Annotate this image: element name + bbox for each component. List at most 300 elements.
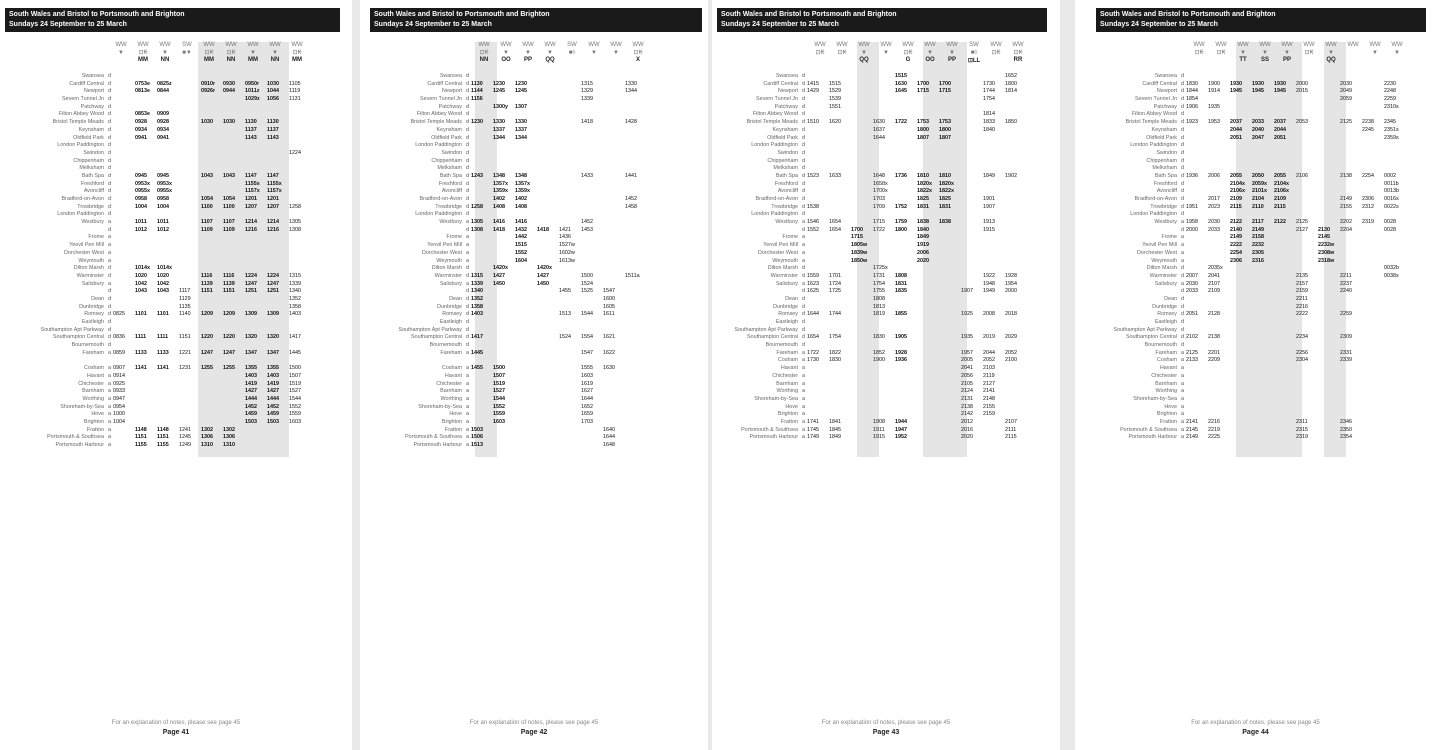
time-cell: 1415 (807, 80, 819, 87)
station-name: Patchway (80, 103, 104, 110)
table-row (106, 96, 311, 104)
time-cell: 2149 (1230, 234, 1242, 241)
time-cell (1252, 265, 1274, 273)
time-cell: 1455 (559, 288, 571, 295)
time-cell (1362, 396, 1384, 404)
time-cell (961, 219, 983, 227)
time-cell (961, 273, 983, 281)
time-cell: 1844 (1186, 88, 1198, 95)
time-cell (471, 127, 493, 135)
time-cell: 1644 (581, 395, 593, 402)
time-cell: 1445 (289, 349, 301, 356)
time-cell (939, 434, 961, 442)
arrive-depart-flag: a (108, 411, 111, 418)
time-cell: 1151 (201, 288, 213, 295)
time-cell: 1020 (157, 272, 169, 279)
station-name: Weymouth (78, 257, 104, 264)
time-cell (537, 81, 559, 89)
time-cell: 1850w (851, 257, 868, 264)
station-name: Patchway (1153, 103, 1177, 110)
time-cell (157, 327, 179, 335)
time-cell (851, 288, 873, 296)
time-cell: 1755 (873, 288, 885, 295)
time-cell (1274, 427, 1296, 435)
station-name (1075, 227, 1177, 235)
time-cell (1296, 104, 1318, 112)
time-cell: 1928 (1005, 272, 1017, 279)
arrive-depart-flag: d (802, 203, 805, 210)
time-cell: 2007 (1186, 272, 1198, 279)
time-cell (873, 88, 895, 96)
arrive-depart-flag: a (802, 349, 805, 356)
time-cell (1208, 242, 1230, 250)
time-cell (939, 311, 961, 319)
time-cell: 2232w (1318, 242, 1335, 249)
time-cell (1296, 188, 1318, 196)
arrive-depart-flag: a (1181, 257, 1184, 264)
time-cell (1252, 319, 1274, 327)
time-cell (1274, 319, 1296, 327)
time-cell (157, 419, 179, 427)
time-cell (895, 365, 917, 373)
time-cell: 1620 (829, 119, 841, 126)
time-cell (581, 242, 603, 250)
time-cell (559, 404, 581, 412)
time-cell (895, 304, 917, 312)
operator-column (495, 42, 517, 63)
operator-column (583, 42, 605, 63)
footnote: For an explanation of notes, please see page 45 (821, 720, 951, 726)
time-cell: 1403 (267, 372, 279, 379)
time-cell (135, 234, 157, 242)
time-cell (179, 388, 201, 396)
time-cell (917, 288, 939, 296)
time-cell (939, 381, 961, 389)
operator-column (539, 42, 561, 63)
time-cell (1384, 296, 1406, 304)
time-cell (559, 327, 581, 335)
time-cell (179, 181, 201, 189)
time-cell: 2204 (1340, 226, 1352, 233)
time-cell: 1320 (267, 334, 279, 341)
time-cell (1252, 165, 1274, 173)
time-cell: 2158 (1252, 234, 1264, 241)
time-cell (603, 181, 625, 189)
time-cell (245, 142, 267, 150)
arrive-depart-flag: d (466, 334, 469, 341)
time-cell: 2044 (1230, 126, 1242, 133)
time-cell (223, 411, 245, 419)
time-cell (113, 119, 135, 127)
time-cell (267, 250, 289, 258)
table-row (106, 104, 311, 112)
table-row (800, 227, 1027, 235)
arrive-depart-flag: a (108, 380, 111, 387)
time-cell (625, 419, 647, 427)
time-cell: 1725x (873, 265, 888, 272)
time-cell (537, 158, 559, 166)
time-cell: 1506 (471, 434, 483, 441)
time-cell: 1131 (289, 96, 301, 103)
time-cell (289, 357, 311, 365)
time-cell: 0953x (135, 180, 150, 187)
time-cell (1005, 127, 1027, 135)
time-cell (939, 211, 961, 219)
time-cell: 1419 (267, 380, 279, 387)
time-cell (1318, 119, 1340, 127)
time-cell (1230, 150, 1252, 158)
time-cell (939, 150, 961, 158)
table-row (106, 119, 311, 127)
time-cell: 1300y (493, 103, 508, 110)
time-cell: 1654 (829, 226, 841, 233)
time-cell: 1900 (1208, 80, 1220, 87)
time-cell: 0928 (157, 119, 169, 126)
time-cell: 1245 (493, 88, 505, 95)
time-cell (537, 173, 559, 181)
station-name: Bath Spa (439, 172, 462, 179)
time-cell: 2018 (1005, 311, 1017, 318)
time-cell (471, 327, 493, 335)
station-name: Salisbury (81, 280, 104, 287)
operator-column (1386, 42, 1408, 63)
time-cell: 1527 (493, 388, 505, 395)
time-cell: 1320 (245, 334, 257, 341)
time-cell (807, 404, 829, 412)
time-cell (471, 404, 493, 412)
station-name: Westbury (81, 219, 104, 226)
time-cell (1005, 111, 1027, 119)
time-cell (179, 219, 201, 227)
time-cell (895, 327, 917, 335)
time-cell: 1850 (1005, 119, 1017, 126)
station-name: Dorchester West (1136, 249, 1177, 256)
time-cell (157, 250, 179, 258)
time-cell (939, 227, 961, 235)
time-cell (471, 158, 493, 166)
time-cell: 2101x (1252, 188, 1267, 195)
operator-column (1254, 42, 1276, 63)
time-cell (289, 104, 311, 112)
time-cell: 0844 (157, 88, 169, 95)
arrive-depart-flag: d (802, 96, 805, 103)
time-cell: 1043 (135, 288, 147, 295)
time-cell (135, 211, 157, 219)
time-cell (179, 227, 201, 235)
table-row (464, 342, 647, 350)
time-cell (1274, 258, 1296, 266)
arrive-depart-flag: a (802, 403, 805, 410)
time-cell (135, 357, 157, 365)
station-name: Avoncliff (83, 188, 104, 195)
service-note: ⊡LL (967, 58, 981, 64)
table-row (800, 404, 1027, 412)
time-cell (1186, 242, 1208, 250)
station-name: Romsey (778, 311, 798, 318)
station-name: Barnham (776, 380, 798, 387)
time-cell: 1523 (807, 172, 819, 179)
time-cell (807, 127, 829, 135)
arrive-depart-flag: d (466, 272, 469, 279)
time-cell (1005, 234, 1027, 242)
time-cell (1274, 404, 1296, 412)
time-cell (179, 165, 201, 173)
time-cell (471, 211, 493, 219)
facility-symbol: ⊡₭ (479, 49, 489, 56)
time-cell (851, 165, 873, 173)
time-cell (603, 419, 625, 427)
time-cell (1274, 411, 1296, 419)
time-cell: 1403 (245, 372, 257, 379)
arrive-depart-flag: d (108, 180, 111, 187)
station-name: Warminster (1149, 272, 1177, 279)
time-cell (179, 258, 201, 266)
time-cell (961, 296, 983, 304)
time-cell (1384, 211, 1406, 219)
time-cell (201, 250, 223, 258)
page-header (5, 8, 340, 32)
arrive-depart-flag: d (466, 149, 469, 156)
arrive-depart-flag: d (1181, 111, 1184, 118)
time-cell: 1403 (471, 311, 483, 318)
time-cell (895, 381, 917, 389)
table-row (464, 150, 647, 158)
time-cell (537, 165, 559, 173)
table-row (800, 204, 1027, 212)
time-cell (179, 111, 201, 119)
station-name: Salisbury (775, 280, 798, 287)
time-cell: 2047 (1252, 134, 1264, 141)
time-cell (1362, 342, 1384, 350)
time-cell (493, 311, 515, 319)
time-cell (807, 150, 829, 158)
time-cell: 2125 (1296, 219, 1308, 226)
time-cell (1208, 234, 1230, 242)
service-note: PP (1282, 57, 1291, 63)
time-cell: 2033 (1208, 226, 1220, 233)
time-cell: 1511a (625, 272, 640, 279)
time-cell (1384, 319, 1406, 327)
station-name: Dunbridge (437, 303, 462, 310)
time-cell (245, 234, 267, 242)
time-cell (113, 204, 135, 212)
time-cell (581, 427, 603, 435)
arrive-depart-flag: a (466, 395, 469, 402)
time-cell (1362, 227, 1384, 235)
time-cell (1362, 211, 1384, 219)
time-cell: 2240 (1340, 288, 1352, 295)
time-cell (201, 150, 223, 158)
time-cell: 1800 (939, 126, 951, 133)
station-name: Westbury (775, 219, 798, 226)
table-row (1179, 119, 1406, 127)
time-cell (851, 96, 873, 104)
time-cell (245, 319, 267, 327)
time-cell (1274, 342, 1296, 350)
time-cell: 1143 (267, 134, 279, 141)
time-cell (917, 73, 939, 81)
time-cell (581, 204, 603, 212)
time-cell (1362, 419, 1384, 427)
table-row (800, 296, 1027, 304)
time-cell (1318, 304, 1340, 312)
time-cell: 1831 (939, 203, 951, 210)
time-cell: 2052 (983, 357, 995, 364)
table-row (106, 265, 311, 273)
station-name: Avoncliff (777, 188, 798, 195)
time-cell (625, 150, 647, 158)
operator-code: WW (500, 42, 512, 48)
time-cell (1186, 181, 1208, 189)
facility-symbol: ▼ (1394, 49, 1400, 56)
time-cell (625, 350, 647, 358)
page-header (370, 8, 702, 32)
arrive-depart-flag: a (1181, 349, 1184, 356)
time-cell: 1109 (201, 226, 213, 233)
time-cell: 2041 (1208, 272, 1220, 279)
time-cell (873, 404, 895, 412)
time-cell (939, 404, 961, 412)
header-subtitle: Sundays 24 September to 25 March (1100, 21, 1218, 28)
time-cell (1384, 311, 1406, 319)
time-cell: 1230 (471, 119, 483, 126)
arrive-depart-flag: d (802, 142, 805, 149)
time-cell: 2339 (1340, 357, 1352, 364)
operator-header (809, 42, 1029, 64)
station-name: Keynsham (772, 126, 798, 133)
time-cell (493, 327, 515, 335)
time-cell (939, 388, 961, 396)
time-cell: 1135 (179, 303, 191, 310)
time-cell (625, 381, 647, 389)
facility-symbol: ▼ (547, 49, 553, 56)
time-cell (1005, 404, 1027, 412)
time-cell: 1344 (493, 134, 505, 141)
time-cell: 2006 (917, 249, 929, 256)
time-cell: 1458 (625, 203, 637, 210)
time-cell (829, 373, 851, 381)
time-cell (1340, 250, 1362, 258)
time-cell (267, 327, 289, 335)
time-cell: 0016s (1384, 196, 1399, 202)
time-cell: 2017 (1208, 196, 1220, 202)
time-cell (135, 373, 157, 381)
operator-column (264, 42, 286, 63)
operator-column (220, 42, 242, 63)
time-cell: 1337 (515, 126, 527, 133)
station-name: Romsey (442, 311, 462, 318)
station-name: Barnham (1155, 380, 1177, 387)
time-cell (625, 165, 647, 173)
time-cell (471, 381, 493, 389)
arrive-depart-flag: d (108, 134, 111, 141)
time-cell (961, 327, 983, 335)
table-row (464, 388, 647, 396)
arrive-depart-flag: a (108, 280, 111, 287)
time-cell (559, 111, 581, 119)
time-cell: 1012 (135, 226, 147, 233)
time-cell (1362, 281, 1384, 289)
station-list (0, 73, 104, 450)
time-cell (1208, 111, 1230, 119)
time-cell (1384, 111, 1406, 119)
time-cell (1340, 319, 1362, 327)
time-cell (873, 150, 895, 158)
station-name: Dunbridge (1152, 303, 1177, 310)
arrive-depart-flag: a (1181, 411, 1184, 418)
time-cell (1252, 96, 1274, 104)
table-row (464, 334, 647, 342)
time-cell (873, 250, 895, 258)
time-cell: 2312 (1362, 203, 1374, 210)
time-cell (537, 296, 559, 304)
arrive-depart-flag: d (1181, 180, 1184, 187)
time-cell: 1403 (289, 311, 301, 318)
time-cell (1296, 204, 1318, 212)
table-row (464, 296, 647, 304)
time-cell: 2040 (1252, 126, 1264, 133)
time-cell (603, 242, 625, 250)
time-cell (157, 396, 179, 404)
time-cell (493, 357, 515, 365)
arrive-depart-flag: d (466, 172, 469, 179)
time-cell (1252, 296, 1274, 304)
time-cell: 1339 (289, 280, 301, 287)
time-cell (829, 181, 851, 189)
time-cell (625, 365, 647, 373)
time-cell: 1148 (157, 426, 169, 433)
time-cell (1208, 411, 1230, 419)
time-cell: 1611 (603, 311, 615, 318)
time-cell (1274, 281, 1296, 289)
station-name: Weymouth (772, 257, 798, 264)
time-cell (537, 142, 559, 150)
time-cell (961, 150, 983, 158)
time-cell (807, 319, 829, 327)
time-cell (1005, 388, 1027, 396)
time-cell: 1418 (581, 119, 593, 126)
time-cell (581, 196, 603, 204)
time-cell (1274, 396, 1296, 404)
time-cell (603, 81, 625, 89)
time-cell: 1340 (289, 288, 301, 295)
time-cell (873, 258, 895, 266)
time-cell (179, 327, 201, 335)
operator-column (831, 42, 853, 64)
arrive-depart-flag: a (802, 395, 805, 402)
time-cell: 1255 (201, 365, 213, 372)
operator-column (1276, 42, 1298, 63)
time-cell (1230, 404, 1252, 412)
time-cell (961, 319, 983, 327)
arrive-depart-flag: d (1181, 142, 1184, 149)
time-cell (289, 342, 311, 350)
time-cell: 1436 (559, 234, 571, 241)
time-cell (1318, 142, 1340, 150)
arrive-depart-flag: a (1181, 388, 1184, 395)
time-cell (983, 104, 1005, 112)
table-row (800, 350, 1027, 358)
time-cell (581, 104, 603, 112)
time-cell: 1420x (493, 265, 508, 272)
time-cell (1208, 150, 1230, 158)
station-name: Southampton Apt Parkway (398, 326, 462, 333)
table-row (1179, 327, 1406, 335)
table-row (800, 365, 1027, 373)
time-cell (201, 104, 223, 112)
time-cell (1274, 150, 1296, 158)
time-cell (1274, 373, 1296, 381)
